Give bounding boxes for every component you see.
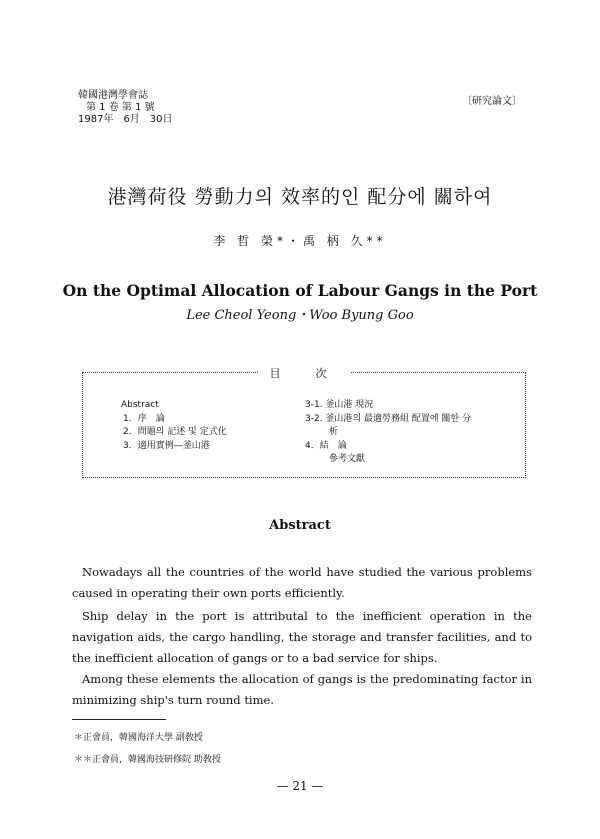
toc-item: 析 — [329, 427, 339, 437]
abstract-paragraph: Ship delay in the port is attributal to the inefficient operation in the navigation aids, the cargo handling, the storage and transfer facilities, and to the inefficient allocation of gangs or to a bad service for ships. — [72, 609, 532, 665]
toc-item: 參考文獻 — [329, 454, 366, 464]
journal-info — [78, 90, 173, 126]
footnote-divider — [72, 719, 166, 720]
toc-item: 3-1. 釜山港 現況 — [305, 400, 374, 410]
abstract-heading: Abstract — [269, 518, 331, 533]
toc-item: 1．序 論 — [123, 413, 165, 424]
table-of-contents — [82, 367, 526, 478]
section-tag: 〔研究論文〕 — [462, 96, 522, 107]
toc-item: 2．問題의 記述 및 定式化 — [123, 427, 227, 437]
footnote: ＊＊正會員，韓國海技硏修院 助敎授 — [74, 755, 221, 765]
korean-title: 港灣荷役 勞動力의 效率的인 配分에 關하여 — [107, 186, 493, 208]
toc-item: 4．結 論 — [305, 440, 347, 451]
journal-name: 韓國港灣學會誌 — [78, 90, 148, 101]
toc-right-column — [305, 399, 471, 467]
footnote: ＊正會員，韓國海洋大學 副敎授 — [74, 733, 203, 743]
toc-item: 3．適用實例―釜山港 — [123, 440, 210, 451]
english-authors: Lee Cheol Yeong・Woo Byung Goo — [186, 308, 414, 323]
abstract-paragraph: Among these elements the allocation of gangs is the predominating factor in minimizing ship's turn round time. — [72, 672, 532, 707]
abstract-paragraph: Nowadays all the countries of the world have studied the various problems caused in operating their own ports efficiently. — [72, 565, 532, 600]
toc-item: 3-2. 釜山港의 最適勞務組 配置에 關한 分 — [305, 413, 471, 424]
journal-volume: 第 1 卷 第 1 號 — [86, 102, 155, 113]
journal-date: 1987年 6月 30日 — [78, 114, 173, 125]
english-title: On the Optimal Allocation of Labour Gangs in the Port — [62, 281, 538, 300]
toc-item: Abstract — [121, 400, 159, 410]
toc-left-column — [121, 399, 227, 453]
page-number: — 21 — — [276, 779, 324, 793]
korean-authors: 李 哲 榮*・禹 柄 久** — [213, 234, 387, 248]
toc-heading: 目 次 — [83, 365, 525, 381]
